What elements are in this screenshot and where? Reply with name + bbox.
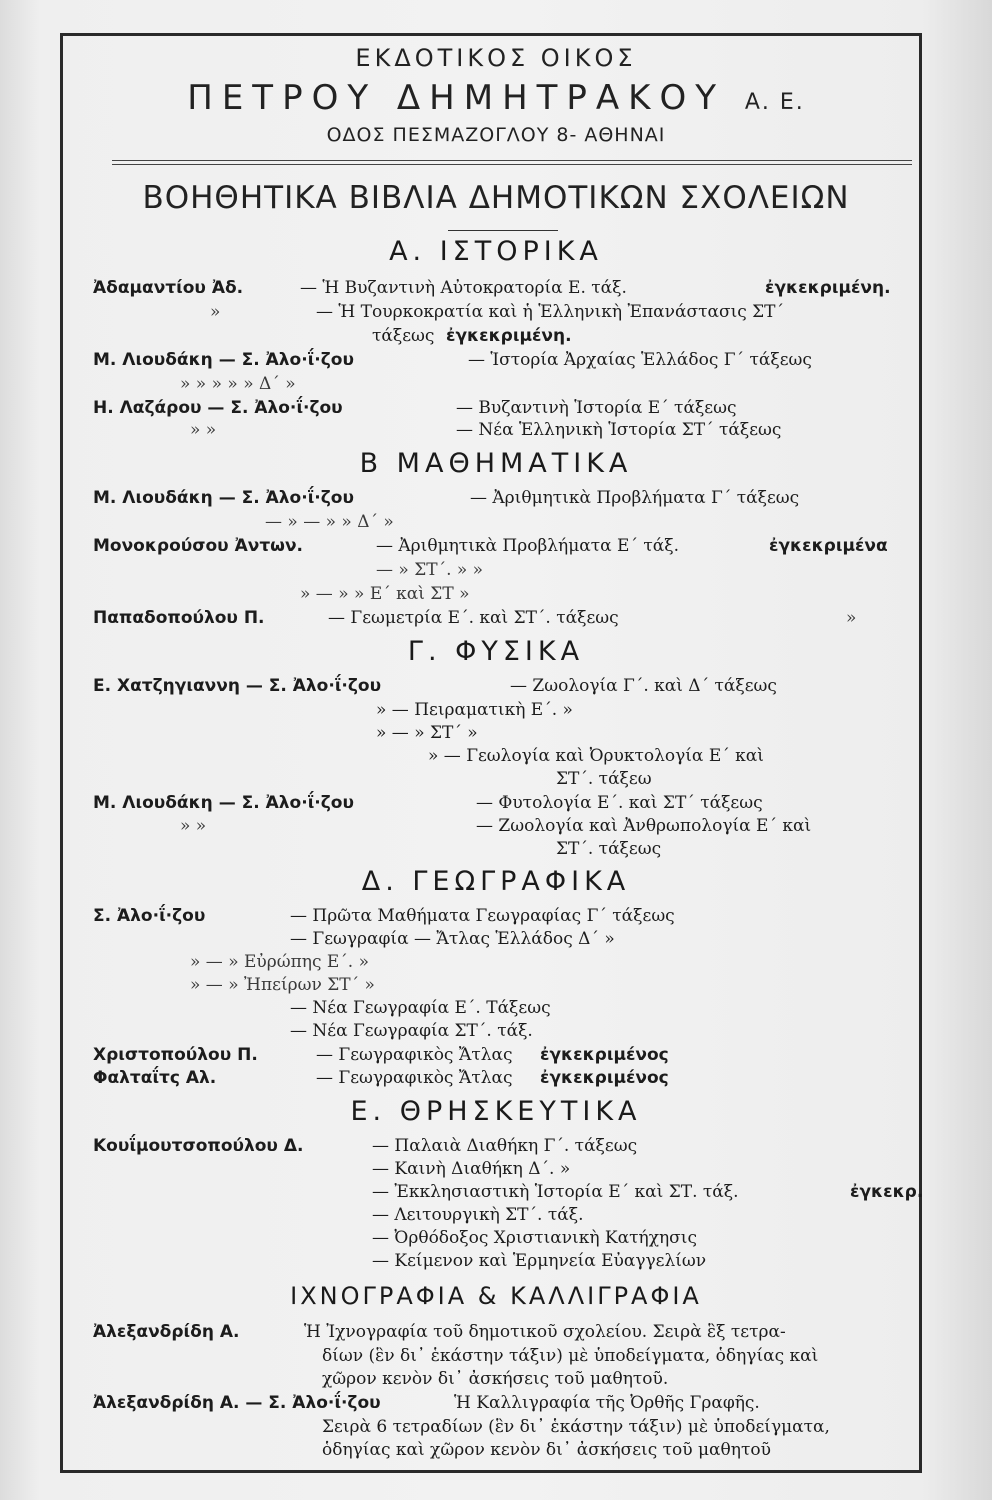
- ditto-mark: » »: [190, 420, 217, 440]
- book-description: Ἡ Ἰχνογραφία τοῦ δημοτικοῦ σχολείου. Σειρὰ ἓξ τετρα-: [304, 1322, 786, 1342]
- book-description-continued: Σειρὰ 6 τετραδίων (ἓν δι᾿ ἑκάστην τάξιν) μὲ ὑποδείγματα,: [322, 1417, 830, 1437]
- book-title: — Ἡ Βυζαντινὴ Αὐτοκρατορία Ε. τάξ.: [300, 278, 627, 298]
- book-title: — Ζωολογία καὶ Ἀνθρωπολογία Ε´ καὶ: [476, 816, 812, 836]
- book-title: — Γεωγραφικὸς Ἄτλας: [316, 1045, 513, 1065]
- book-description-continued: ὁδηγίας καὶ χῶρον κενὸν δι᾿ ἀσκήσεις τοῦ μαθητοῦ: [322, 1440, 771, 1460]
- book-title: — Νέα Ἑλληνικὴ Ἱστορία ΣΤ´ τάξεως: [456, 420, 782, 440]
- author: Σ. Ἀλο·ΐ·ζου: [93, 906, 206, 926]
- publisher-name-text: ΠΕΤΡΟΥ ΔΗΜΗΤΡΑΚΟΥ: [187, 78, 725, 118]
- book-title: » — Πειραματικὴ Ε´. »: [376, 700, 573, 720]
- author: Μ. Λιουδάκη — Σ. Ἀλο·ΐ·ζου: [93, 350, 354, 370]
- approved-label: ἐγκεκριμένη.: [765, 278, 891, 298]
- ditto-line: — » — » » Δ´ »: [265, 512, 394, 532]
- author: Ε. Χατζηγιαννη — Σ. Ἀλο·ΐ·ζου: [93, 676, 382, 696]
- book-description-continued: χῶρον κενὸν δι᾿ ἀσκήσεις τοῦ μαθητοῦ.: [322, 1369, 669, 1389]
- ditto-line: — » ΣΤ´. » »: [376, 560, 484, 580]
- book-title: — Καινὴ Διαθήκη Δ´. »: [372, 1159, 571, 1179]
- approved-label: ἐγκεκρ.: [850, 1182, 924, 1202]
- book-title: — Ἀριθμητικὰ Προβλήματα Ε´ τάξ.: [376, 536, 680, 556]
- approved-label: ἐγκεκριμένος: [540, 1068, 669, 1088]
- book-title: — Νέα Γεωγραφία Ε´. Τάξεως: [290, 998, 551, 1018]
- book-title: — Ἐκκλησιαστικὴ Ἱστορία Ε´ καὶ ΣΤ. τάξ.: [372, 1182, 739, 1202]
- section-heading-drawing-calligraphy: ΙΧΝΟΓΡΑΦΙΑ & ΚΑΛΛΙΓΡΑΦΙΑ: [290, 1282, 702, 1310]
- book-title: — Ὀρθόδοξος Χριστιανικὴ Κατήχησις: [372, 1228, 697, 1248]
- book-title: — Πρῶτα Μαθήματα Γεωγραφίας Γ´ τάξεως: [290, 906, 675, 926]
- book-title: — Γεωγραφικὸς Ἄτλας: [316, 1068, 513, 1088]
- section-rule: [448, 230, 558, 231]
- ditto-mark: » »: [180, 816, 207, 836]
- approved-label: ἐγκεκριμένα: [769, 536, 888, 556]
- book-title-continued: τάξεως: [372, 326, 435, 346]
- ditto-mark: »: [846, 608, 857, 628]
- section-heading-religion: Ε. ΘΡΗΣΚΕΥΤΙΚΑ: [350, 1096, 642, 1127]
- book-title: — Παλαιὰ Διαθήκη Γ´. τάξεως: [372, 1136, 638, 1156]
- book-title-continued: ΣΤ´. τάξεως: [556, 839, 662, 859]
- section-heading-physics: Γ. ΦΥΣΙΚΑ: [407, 636, 585, 667]
- divider: [112, 160, 912, 161]
- author: Παπαδοπούλου Π.: [93, 608, 265, 628]
- divider: [112, 164, 912, 165]
- section-heading-mathematics: Β ΜΑΘΗΜΑΤΙΚΑ: [359, 448, 633, 479]
- book-title: — Βυζαντινὴ Ἱστορία Ε´ τάξεως: [456, 398, 737, 418]
- ditto-line: » — » Εὐρώπης Ε´. »: [190, 952, 370, 972]
- approved-label: ἐγκεκριμένος: [540, 1045, 669, 1065]
- book-title: — Φυτολογία Ε´. καὶ ΣΤ´ τάξεως: [476, 793, 763, 813]
- page-title: ΒΟΗΘΗΤΙΚΑ ΒΙΒΛΙΑ ΔΗΜΟΤΙΚΩΝ ΣΧΟΛΕΙΩΝ: [142, 180, 850, 216]
- book-title: — Κείμενον καὶ Ἑρμηνεία Εὐαγγελίων: [372, 1251, 707, 1271]
- book-title: — Λειτουργικὴ ΣΤ´. τάξ.: [372, 1205, 584, 1225]
- publisher-name: [0, 78, 992, 118]
- book-title-continued: ΣΤ´. τάξεω: [556, 769, 652, 789]
- book-title: — Ζωολογία Γ´. καὶ Δ´ τάξεως: [510, 676, 777, 696]
- publisher-address: ΟΔΟΣ ΠΕΣΜΑΖΟΓΛΟΥ 8- ΑΘΗΝΑΙ: [326, 124, 666, 146]
- book-title: — Ἡ Τουρκοκρατία καὶ ἡ Ἑλληνικὴ Ἐπανάστασις ΣΤ´: [316, 302, 785, 322]
- publisher-type: ΕΚΔΟΤΙΚΟΣ ΟΙΚΟΣ: [355, 44, 637, 72]
- book-description: Ἡ Καλλιγραφία τῆς Ὀρθῆς Γραφῆς.: [454, 1393, 760, 1413]
- book-title: — Γεωμετρία Ε´. καὶ ΣΤ´. τάξεως: [328, 608, 619, 628]
- book-title: — Ἱστορία Ἀρχαίας Ἑλλάδος Γ´ τάξεως: [468, 350, 812, 370]
- approved-label: ἐγκεκριμένη.: [446, 326, 572, 346]
- ditto-line: » — » Ἠπείρων ΣΤ´ »: [190, 975, 375, 995]
- book-description-continued: δίων (ἓν δι᾿ ἑκάστην τάξιν) μὲ ὑποδείγματα, ὁδηγίας καὶ: [322, 1346, 819, 1366]
- author: Φαλταΐτς Αλ.: [93, 1068, 217, 1088]
- ditto-line: » » » » » Δ´ »: [180, 374, 296, 394]
- book-title: » — » ΣΤ´ »: [376, 723, 478, 743]
- author: Χριστοπούλου Π.: [93, 1045, 258, 1065]
- author: Μ. Λιουδάκη — Σ. Ἀλο·ΐ·ζου: [93, 793, 354, 813]
- book-title: — Γεωγραφία — Ἄτλας Ἑλλάδος Δ´ »: [290, 929, 615, 949]
- section-heading-history: Α. ΙΣΤΟΡΙΚΑ: [389, 236, 603, 267]
- section-heading-geography: Δ. ΓΕΩΓΡΑΦΙΚΑ: [361, 866, 631, 897]
- author: Η. Λαζάρου — Σ. Ἀλο·ΐ·ζου: [93, 398, 343, 418]
- author: Ἀλεξανδρίδη Α. — Σ. Ἀλο·ΐ·ζου: [93, 1393, 381, 1413]
- book-title: » — Γεωλογία καὶ Ὀρυκτολογία Ε´ καὶ: [428, 746, 764, 766]
- author: Μονοκρούσου Ἀντων.: [93, 536, 303, 556]
- ditto-mark: »: [210, 302, 221, 322]
- author: Κουΐμουτσοπούλου Δ.: [93, 1136, 304, 1156]
- author: Μ. Λιουδάκη — Σ. Ἀλο·ΐ·ζου: [93, 488, 354, 508]
- author: Ἀδαμαντίου Ἀδ.: [93, 278, 244, 298]
- book-title: — Ἀριθμητικὰ Προβλήματα Γ´ τάξεως: [470, 488, 800, 508]
- ditto-line: » — » » Ε´ καὶ ΣΤ »: [300, 584, 470, 604]
- publisher-suffix: Α. Ε.: [744, 90, 805, 115]
- book-title: — Νέα Γεωγραφία ΣΤ´. τάξ.: [290, 1021, 533, 1041]
- author: Ἀλεξανδρίδη Α.: [93, 1322, 240, 1342]
